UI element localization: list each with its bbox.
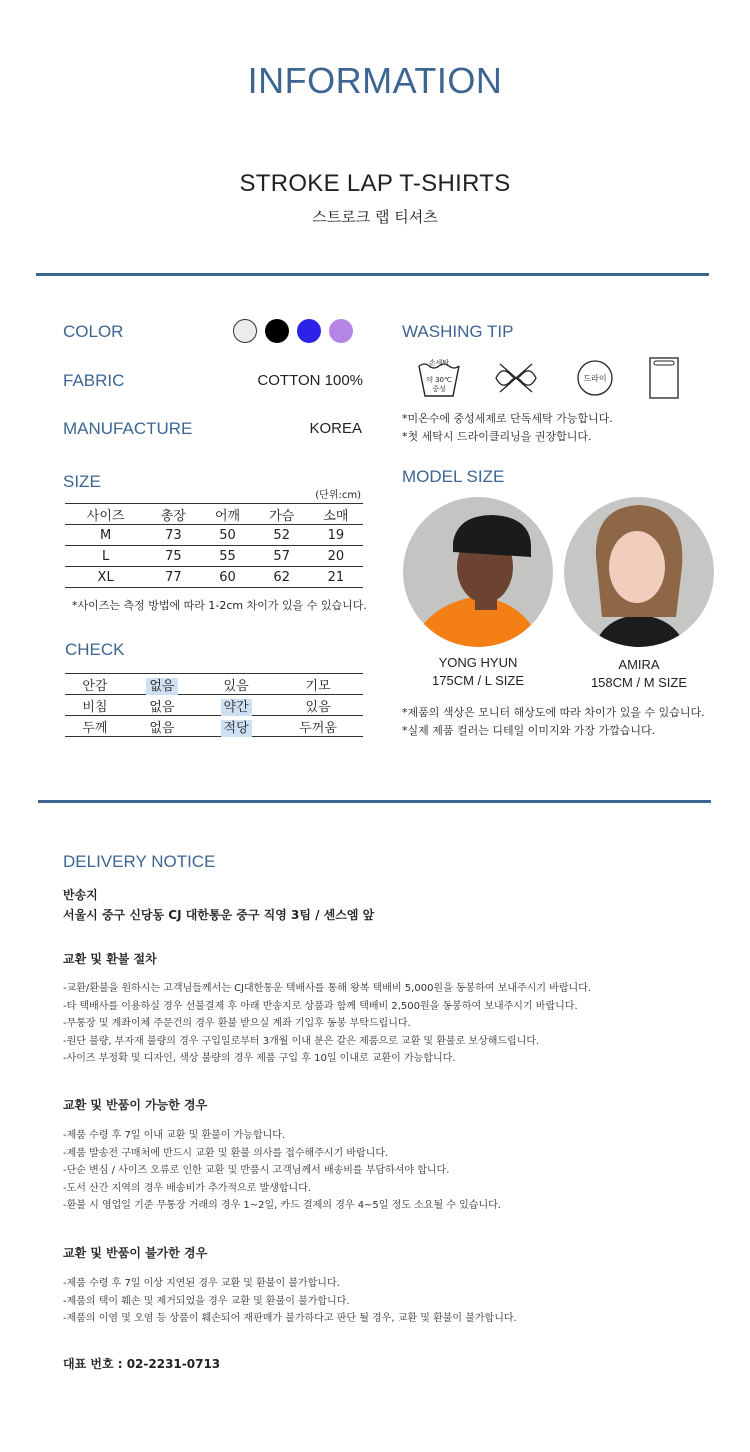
page-title: INFORMATION — [247, 60, 503, 101]
product-name-ko: 스트로크 랩 티셔츠 — [312, 208, 438, 226]
size-header-cell: 총장 — [160, 508, 186, 524]
model-photo-yonghyun — [403, 497, 553, 647]
no-wring-icon — [492, 356, 536, 400]
table-cell: 있음 — [223, 678, 249, 694]
list-item: -무통장 및 계좌이체 주문건의 경우 환불 받으실 계좌 기입후 동봉 부탁드립니다. — [63, 1018, 411, 1029]
size-table-header — [65, 504, 363, 525]
table-cell: 21 — [327, 569, 345, 585]
table-cell: 60 — [219, 569, 236, 585]
table-cell: 없음 — [125, 674, 199, 695]
section-divider — [38, 800, 711, 803]
list-item: -제품의 이염 및 오염 등 상품이 훼손되어 재판매가 불가하다고 판단 될 경우, 교환 및 환불이 불가합니다. — [63, 1313, 517, 1324]
model-note-1: *제품의 색상은 모니터 해상도에 따라 차이가 있을 수 있습니다. — [402, 706, 705, 719]
manufacture-label: MANUFACTURE — [63, 419, 193, 438]
table-cell: 19 — [327, 527, 345, 543]
dry-clean-icon — [575, 356, 619, 400]
list-item: -제품 발송전 구매처에 반드시 교환 및 환불 의사를 접수해주시기 바랍니다. — [63, 1147, 389, 1159]
table-cell: 기모 — [305, 678, 331, 694]
color-swatches — [233, 319, 353, 343]
model-size-label: MODEL SIZE — [402, 467, 505, 486]
exchange-impossible-lines — [63, 1275, 517, 1328]
model-note-2: *실제 제품 컬러는 디테일 이미지와 가장 가깝습니다. — [402, 724, 656, 737]
return-address: 서울시 중구 신당동 CJ 대한통운 중구 직영 3팀 / 센스엠 앞 — [63, 908, 375, 922]
table-cell: 75 — [165, 548, 182, 564]
size-header-cell: 소매 — [323, 508, 349, 524]
svg-text:손세탁: 손세탁 — [428, 359, 450, 367]
table-cell: 적당 — [199, 716, 273, 737]
exchange-refund-lines — [63, 980, 591, 1068]
color-swatch — [265, 319, 289, 343]
table-cell: 57 — [273, 548, 290, 564]
model-photo-amira — [564, 497, 714, 647]
size-table — [65, 503, 363, 588]
table-cell: 있음 — [305, 699, 331, 715]
model-name-2: AMIRA — [618, 657, 660, 672]
check-table — [65, 673, 363, 737]
svg-text:중성: 중성 — [432, 385, 446, 393]
table-row — [65, 546, 363, 567]
table-cell: 없음 — [149, 720, 175, 736]
manufacture-value: KOREA — [309, 420, 362, 437]
section-title: 교환 및 반품이 가능한 경우 — [63, 1098, 208, 1112]
hand-wash-icon — [417, 356, 461, 400]
model-name-1: YONG HYUN — [438, 655, 518, 670]
color-swatch — [329, 319, 353, 343]
list-item: -단순 변심 / 사이즈 오류로 인한 교환 및 반품시 고객님께서 배송비를 부담하셔야 합니다. — [63, 1165, 450, 1176]
delivery-label: DELIVERY NOTICE — [63, 852, 216, 871]
svg-text:약 30℃: 약 30℃ — [426, 376, 452, 384]
table-cell: L — [102, 548, 110, 564]
washing-note-2: *첫 세탁시 드라이클리닝을 권장합니다. — [402, 430, 592, 443]
table-cell: 20 — [327, 548, 345, 564]
size-unit: (단위:cm) — [315, 490, 361, 501]
table-cell: 비침 — [82, 699, 108, 715]
size-header-cell: 가슴 — [269, 508, 295, 524]
table-cell: 안감 — [82, 678, 108, 694]
size-header-cell: 사이즈 — [86, 508, 125, 524]
exchange-possible-lines — [63, 1127, 501, 1215]
fabric-value: COTTON 100% — [257, 372, 363, 389]
list-item: -사이즈 부정확 및 디자인, 색상 불량의 경우 제품 구입 후 10일 이내로 교환이 가능합니다. — [63, 1053, 456, 1064]
list-item: -원단 불량, 부자재 불량의 경우 구입일로부터 3개월 이내 분은 같은 제품으로 교환 및 환불로 보상해드립니다. — [63, 1035, 540, 1047]
list-item: -타 택배사를 이용하실 경우 선불결제 후 아래 반송지로 상품과 함께 택배비 2,500원을 동봉하여 보내주시기 바랍니다. — [63, 1000, 578, 1012]
table-row — [65, 525, 363, 546]
washing-note-1: *미온수에 중성세제로 단독세탁 가능합니다. — [402, 412, 613, 425]
check-label: CHECK — [65, 640, 125, 659]
table-cell: 62 — [273, 569, 290, 585]
table-cell: 두꺼움 — [299, 720, 337, 736]
table-row — [65, 695, 363, 716]
table-cell: 77 — [165, 569, 182, 585]
table-cell: XL — [97, 569, 114, 585]
color-label: COLOR — [63, 322, 124, 341]
table-cell: M — [100, 527, 112, 543]
list-item: -제품 수령 후 7일 이상 지연된 경우 교환 및 환불이 불가합니다. — [63, 1278, 340, 1289]
table-cell: 두께 — [82, 720, 108, 736]
model-size-1: 175CM / L SIZE — [432, 673, 524, 688]
color-swatch — [233, 319, 257, 343]
list-item: -도서 산간 지역의 경우 배송비가 추가적으로 발생합니다. — [63, 1182, 312, 1194]
return-address-label: 반송지 — [63, 888, 98, 902]
size-note: *사이즈는 측정 방법에 따라 1-2cm 차이가 있을 수 있습니다. — [72, 599, 367, 612]
list-item: -제품 수령 후 7일 이내 교환 및 환불이 가능합니다. — [63, 1130, 286, 1141]
table-row — [65, 716, 363, 737]
washing-label: WASHING TIP — [402, 322, 514, 341]
svg-text:드라이: 드라이 — [583, 374, 607, 383]
product-name-en: STROKE LAP T-SHIRTS — [239, 170, 511, 197]
table-row — [65, 567, 363, 588]
size-label: SIZE — [63, 472, 101, 491]
list-item: -제품의 택이 훼손 및 제거되었을 경우 교환 및 환불이 불가합니다. — [63, 1295, 350, 1307]
fabric-label: FABRIC — [63, 371, 125, 390]
section-title: 교환 및 반품이 불가한 경우 — [63, 1246, 208, 1260]
table-cell: 52 — [273, 527, 290, 543]
phone-number: 대표 번호 : 02-2231-0713 — [63, 1357, 221, 1371]
table-cell: 없음 — [149, 699, 175, 715]
table-cell: 약간 — [199, 695, 273, 716]
model-size-2: 158CM / M SIZE — [590, 675, 688, 690]
dryer-icon — [645, 356, 689, 400]
section-title: 교환 및 환불 절차 — [63, 952, 157, 966]
section-divider — [36, 273, 709, 276]
table-cell: 55 — [219, 548, 236, 564]
list-item: -교환/환불을 원하시는 고객님들께서는 CJ대한통운 택배사를 통해 왕복 택배비 5,000원을 동봉하여 보내주시기 바랍니다. — [63, 983, 592, 994]
list-item: -환불 시 영업일 기준 무통장 거래의 경우 1~2일, 카드 결제의 경우 4~5일 정도 소요될 수 있습니다. — [63, 1200, 501, 1211]
color-swatch — [297, 319, 321, 343]
table-cell: 50 — [219, 527, 236, 543]
size-header-cell: 어깨 — [214, 508, 241, 524]
table-cell: 73 — [165, 527, 182, 543]
table-row — [65, 674, 363, 695]
